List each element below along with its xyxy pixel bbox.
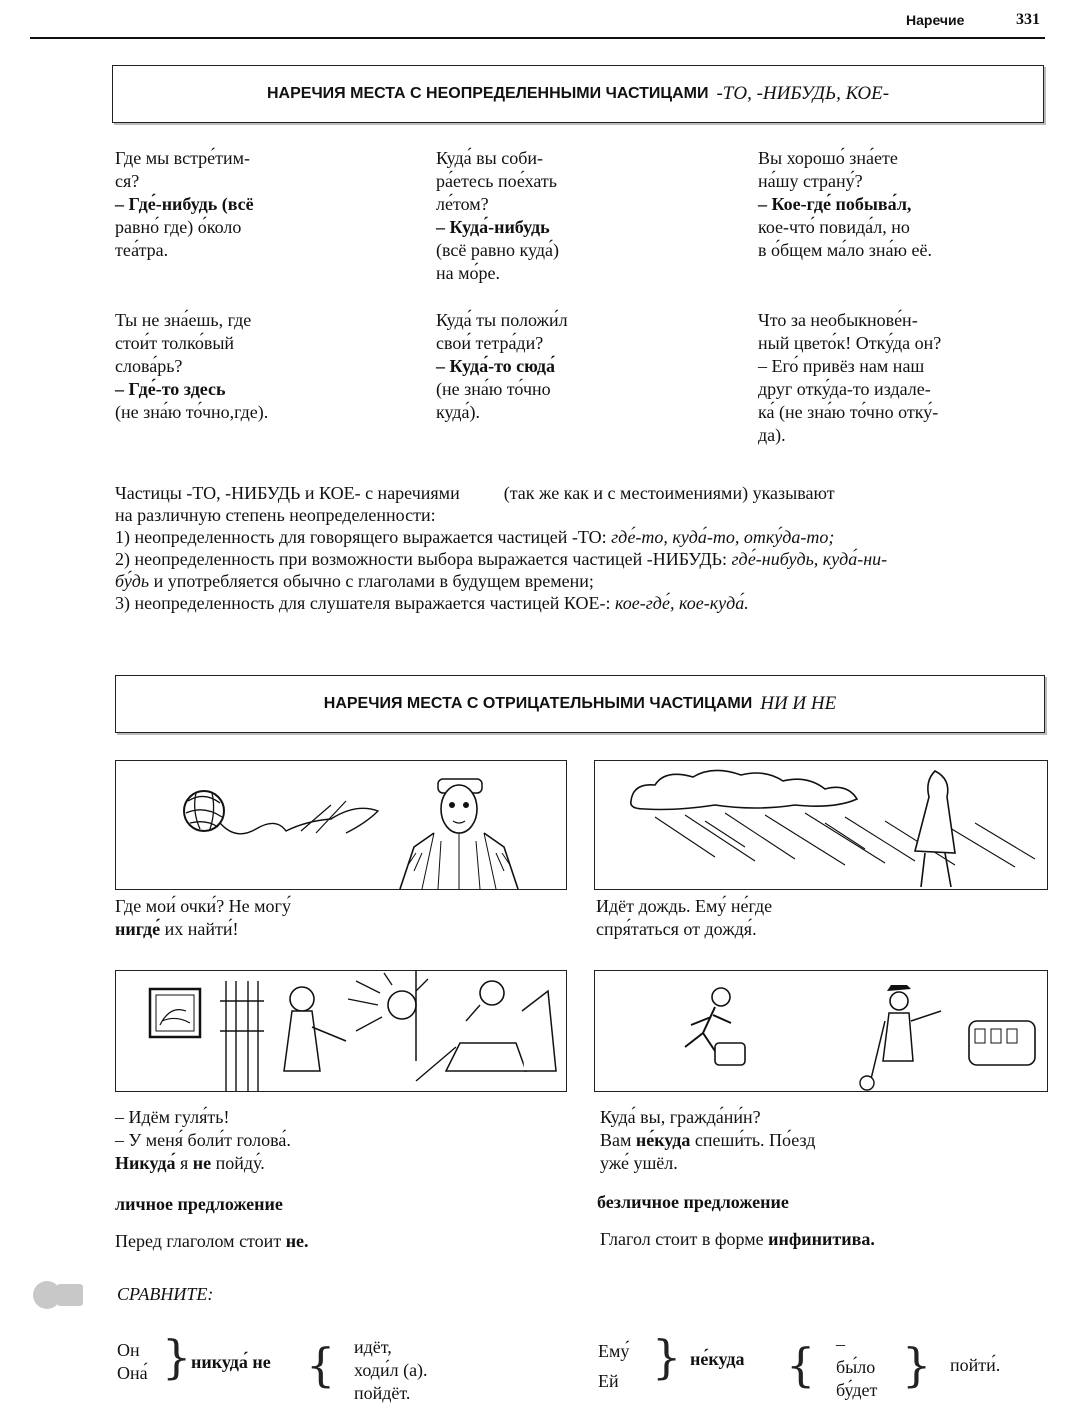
brace-right-2: } bbox=[652, 1330, 682, 1384]
section-title-text-2: НАРЕЧИЯ МЕСТА С ОТРИЦАТЕЛЬНЫМИ ЧАСТИЦАМИ bbox=[323, 695, 753, 712]
label-impersonal-sentence: безличное предложение bbox=[597, 1192, 789, 1212]
label-personal-sentence: личное предложение bbox=[115, 1194, 283, 1214]
compare-left-subjects: Он Она́ bbox=[117, 1340, 148, 1383]
dialog-3: Вы хорошо́ зна́ете на́шу страну́? – Кое-где́ побыва́л, кое-что́ повида́л, но в о́бщем ма́ло зна́ю её. bbox=[758, 148, 932, 260]
man-station-train-drawing bbox=[595, 971, 1047, 1091]
caption-headache: – Идём гуля́ть! – У меня́ боли́т голова́. Никуда́ я не пойду́. bbox=[115, 1107, 291, 1173]
woman-man-sun-drawing bbox=[116, 971, 566, 1091]
brace-right-3: } bbox=[902, 1338, 932, 1392]
caption-glasses: Где мои́ очки́? Не могу́ нигде́ их найти́! bbox=[115, 896, 291, 939]
illustration-headache bbox=[115, 970, 567, 1092]
illustration-rain bbox=[594, 760, 1048, 890]
page-number: 331 bbox=[1016, 11, 1040, 28]
dialog-6: Что за необыкнове́н- ный цвето́к! Отку́да он? – Его́ привёз нам наш друг отку́да-то издале- ка́ (не зна́ю то́чно отку́- да). bbox=[758, 310, 942, 445]
dialog-5: Куда́ ты положи́л свои́ тетра́ди? – Куда́-то сюда́ (не зна́ю то́чно куда́). bbox=[436, 310, 568, 422]
compare-left-verbs: идёт, ходи́л (а). пойдёт. bbox=[354, 1337, 428, 1403]
section-title-text: НАРЕЧИЯ МЕСТА С НЕОПРЕДЕЛЕННЫМИ ЧАСТИЦАМИ bbox=[266, 85, 709, 102]
rule-personal: Перед глаголом стоит не. bbox=[115, 1231, 309, 1251]
illustration-glasses bbox=[115, 760, 567, 890]
compare-label: СРАВНИТЕ: bbox=[117, 1284, 214, 1304]
compare-left-adverb: никуда́ не bbox=[191, 1352, 271, 1372]
caption-train: Куда́ вы, гражда́ни́н? Вам не́куда спеши́ть. По́езд уже́ ушёл. bbox=[600, 1107, 816, 1173]
dialog-2: Куда́ вы соби- ра́етесь пое́хать ле́том? – Куда́-нибудь (всё равно куда́) на мо́ре. bbox=[436, 148, 559, 283]
compare-right-subjects: Ему́ Ей bbox=[598, 1341, 630, 1391]
illustration-train bbox=[594, 970, 1048, 1092]
rule-impersonal: Глагол стоит в форме инфинитива. bbox=[600, 1229, 875, 1249]
compare-badge-icon bbox=[33, 1281, 83, 1314]
header-rule bbox=[30, 37, 1045, 39]
dialog-4: Ты не зна́ешь, где стои́т толко́вый слова́рь? – Где́-то здесь (не зна́ю то́чно,где). bbox=[115, 310, 269, 422]
rain-figure-drawing bbox=[595, 761, 1047, 889]
brace-left-1: { bbox=[306, 1338, 336, 1392]
caption-rain: Идёт дождь. Ему́ не́где спря́таться от дождя́. bbox=[596, 896, 773, 939]
compare-right-verb: пойти́. bbox=[950, 1355, 1001, 1375]
section-title-indefinite bbox=[112, 65, 1044, 123]
explanation-paragraph: Частицы -ТО, -НИБУДЬ и КОЕ- с наречиями (так же как и с местоимениями) указывают на различную степень неопределенности: 1) неопределенность для говорящего выражается частицей -ТО: где́-то, куда́-то, отку́да-то; 2) неопределенность при возможности выбора выражается частицей -НИБУДЬ: где́-нибудь, куда́-ни- бу́дь и употребляется обычно с глаголами в будущем времени; 3) неопределенность для слушателя выражается частицей КОЕ-: кое-где́, кое-куда́. bbox=[115, 483, 888, 613]
running-header-section: Наречие bbox=[906, 12, 965, 28]
dialog-1: Где мы встре́тим- ся? – Где́-нибудь (всё равно́ где) о́коло теа́тра. bbox=[115, 148, 254, 260]
compare-right-aux: – бы́ло бу́дет bbox=[836, 1334, 878, 1400]
brace-right-1: } bbox=[162, 1330, 192, 1384]
compare-right-adverb: не́куда bbox=[690, 1349, 745, 1369]
section-title-particles-2: НИ И НЕ bbox=[760, 693, 837, 714]
section-title-particles: -ТО, -НИБУДЬ, КОЕ- bbox=[716, 83, 890, 104]
section-title-negative bbox=[115, 675, 1045, 733]
brace-left-2: { bbox=[786, 1338, 816, 1392]
old-woman-yarn-drawing bbox=[116, 761, 566, 889]
